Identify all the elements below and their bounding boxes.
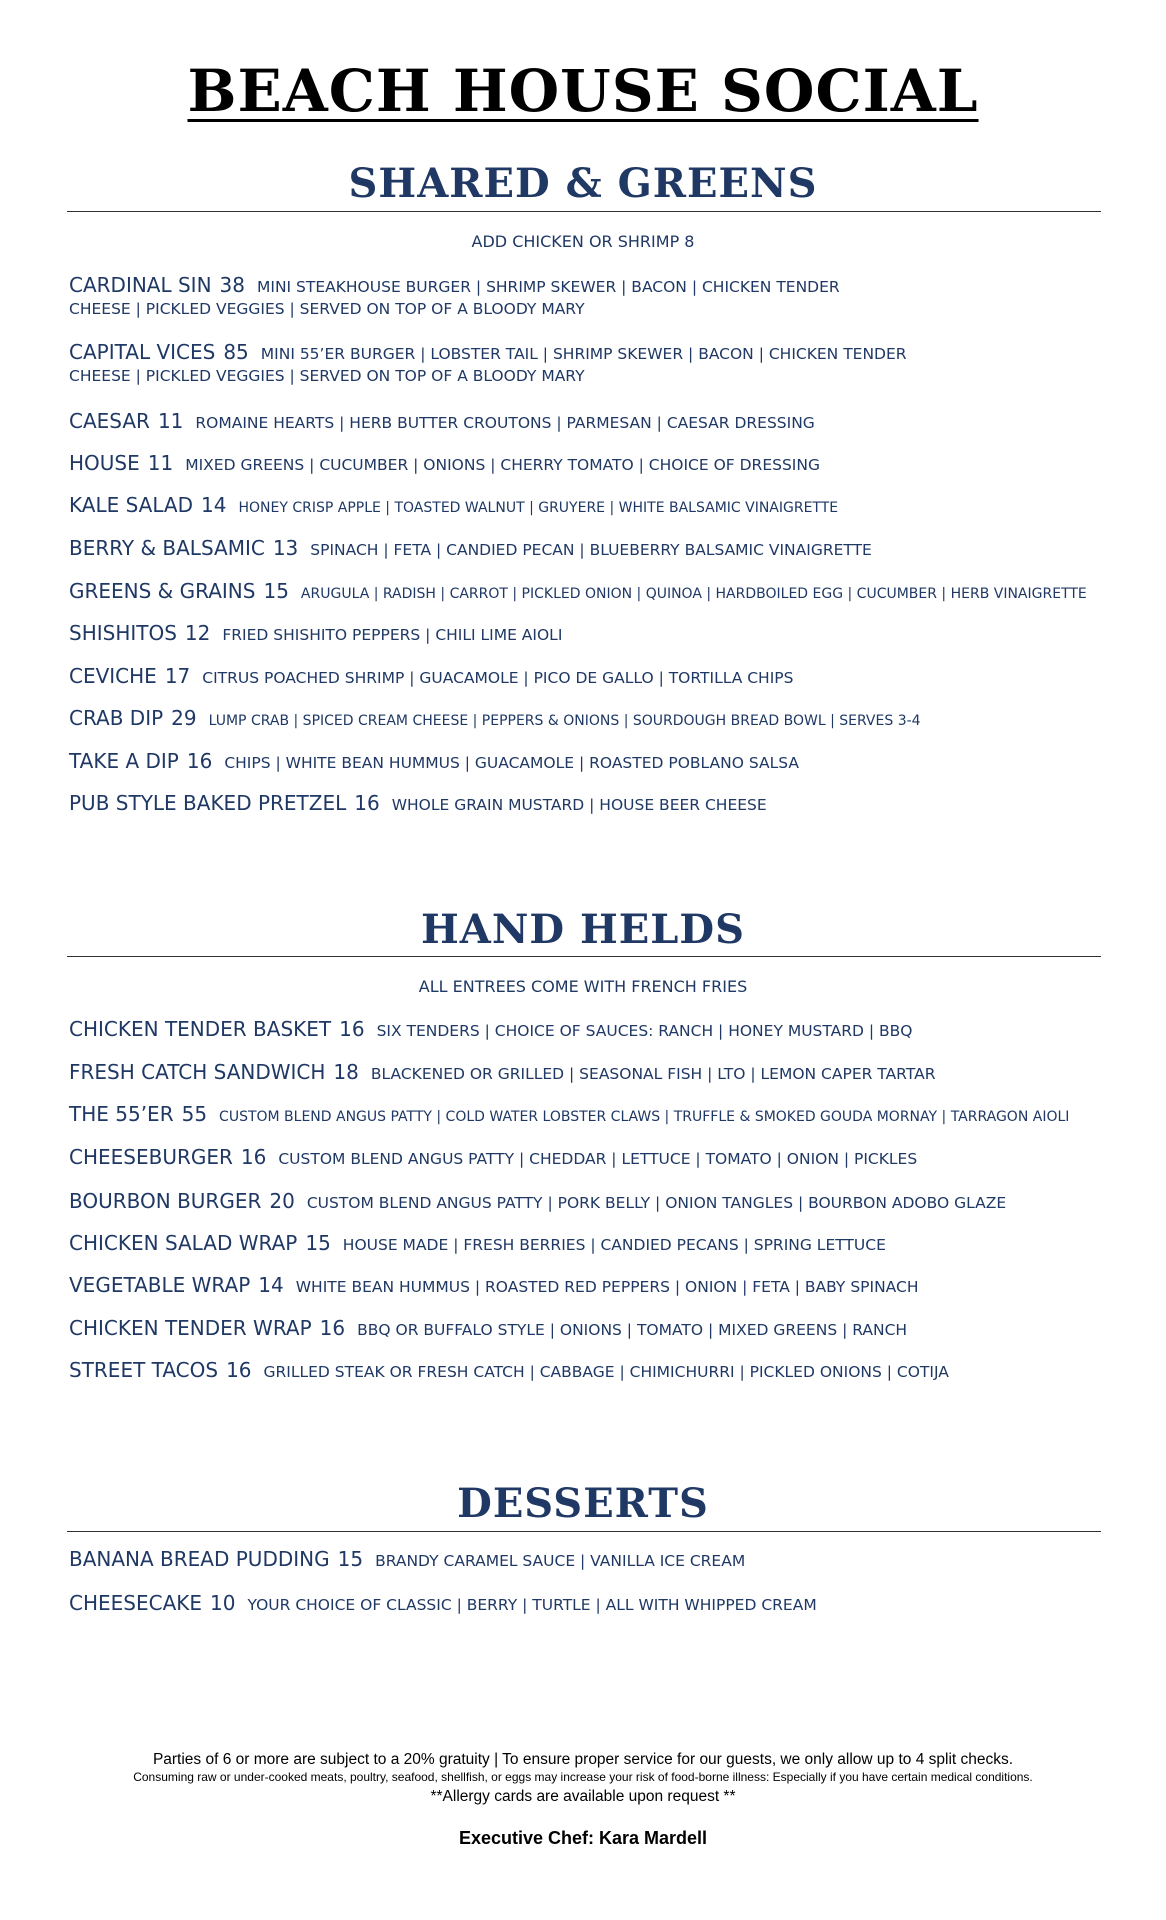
item-description: HONEY CRISP APPLE | TOASTED WALNUT | GRUYERE | WHITE BALSAMIC VINAIGRETTE bbox=[238, 500, 839, 516]
item-name: STREET TACOS bbox=[69, 1358, 219, 1382]
menu-item bbox=[69, 451, 1109, 475]
item-description: MINI STEAKHOUSE BURGER | SHRIMP SKEWER | BACON | CHICKEN TENDER bbox=[257, 278, 840, 296]
divider bbox=[67, 211, 1101, 212]
menu-item bbox=[69, 1316, 1109, 1340]
item-price: 55 bbox=[181, 1102, 208, 1126]
menu-item bbox=[69, 536, 1109, 560]
restaurant-title: BEACH HOUSE SOCIAL bbox=[187, 57, 979, 125]
item-name: CHEESECAKE bbox=[69, 1591, 203, 1615]
allergy-notice: **Allergy cards are available upon request ** bbox=[430, 1788, 736, 1805]
item-description: YOUR CHOICE OF CLASSIC | BERRY | TURTLE | ALL WITH WHIPPED CREAM bbox=[247, 1596, 817, 1614]
section-note: ADD CHICKEN OR SHRIMP 8 bbox=[471, 232, 695, 251]
item-name: BERRY & BALSAMIC bbox=[69, 536, 265, 560]
item-price: 16 bbox=[186, 749, 213, 773]
item-price: 17 bbox=[164, 664, 191, 688]
item-price: 20 bbox=[269, 1189, 295, 1213]
item-description: BLACKENED OR GRILLED | SEASONAL FISH | LTO | LEMON CAPER TARTAR bbox=[370, 1065, 936, 1083]
item-name: CEVICHE bbox=[69, 664, 157, 688]
menu-item bbox=[69, 706, 1109, 730]
item-description: FRIED SHISHITO PEPPERS | CHILI LIME AIOLI bbox=[222, 626, 563, 644]
item-name: BANANA BREAD PUDDING bbox=[69, 1547, 330, 1571]
item-description-cont: CHEESE | PICKLED VEGGIES | SERVED ON TOP OF A BLOODY MARY bbox=[69, 367, 585, 385]
section-title-handhelds: HAND HELDS bbox=[421, 906, 745, 953]
menu-item bbox=[69, 340, 1109, 385]
menu-item bbox=[69, 1231, 1109, 1255]
item-description-cont: CHEESE | PICKLED VEGGIES | SERVED ON TOP OF A BLOODY MARY bbox=[69, 300, 585, 318]
item-description: MIXED GREENS | CUCUMBER | ONIONS | CHERRY TOMATO | CHOICE OF DRESSING bbox=[185, 456, 820, 474]
item-name: CAESAR bbox=[69, 409, 150, 433]
menu-item bbox=[69, 273, 1109, 318]
item-price: 13 bbox=[272, 536, 299, 560]
gratuity-notice: Parties of 6 or more are subject to a 20% gratuity | To ensure proper service for our guests, we only allow up to 4 split checks. bbox=[152, 1751, 1014, 1768]
item-price: 11 bbox=[157, 409, 184, 433]
item-price: 12 bbox=[184, 621, 211, 645]
item-description: BBQ OR BUFFALO STYLE | ONIONS | TOMATO | MIXED GREENS | RANCH bbox=[357, 1321, 908, 1339]
menu-item bbox=[69, 621, 1109, 645]
item-name: CHICKEN TENDER BASKET bbox=[69, 1017, 332, 1041]
item-description: SIX TENDERS | CHOICE OF SAUCES: RANCH | HONEY MUSTARD | BBQ bbox=[376, 1022, 913, 1040]
item-price: 14 bbox=[258, 1273, 284, 1297]
item-name: BOURBON BURGER bbox=[69, 1189, 262, 1213]
item-price: 16 bbox=[226, 1358, 252, 1382]
menu-item bbox=[69, 579, 1109, 603]
item-name: KALE SALAD bbox=[69, 493, 194, 517]
item-name: GREENS & GRAINS bbox=[69, 579, 256, 603]
item-price: 14 bbox=[201, 493, 227, 517]
menu-item bbox=[69, 409, 1109, 433]
menu-item bbox=[69, 493, 1109, 517]
item-price: 16 bbox=[240, 1145, 267, 1169]
item-price: 10 bbox=[210, 1591, 236, 1615]
item-name: CHICKEN SALAD WRAP bbox=[69, 1231, 298, 1255]
item-name: CRAB DIP bbox=[69, 706, 164, 730]
menu-item bbox=[69, 1547, 1109, 1571]
item-name: VEGETABLE WRAP bbox=[69, 1273, 251, 1297]
item-name: THE 55’ER bbox=[69, 1102, 174, 1126]
item-name: CARDINAL SIN bbox=[69, 273, 212, 297]
item-price: 38 bbox=[219, 273, 245, 297]
item-price: 15 bbox=[337, 1547, 364, 1571]
item-price: 15 bbox=[263, 579, 289, 603]
item-description: CHIPS | WHITE BEAN HUMMUS | GUACAMOLE | ROASTED POBLANO SALSA bbox=[224, 754, 799, 772]
item-price: 16 bbox=[319, 1316, 346, 1340]
menu-item bbox=[69, 1060, 1109, 1084]
item-name: FRESH CATCH SANDWICH bbox=[69, 1060, 326, 1084]
item-name: PUB STYLE BAKED PRETZEL bbox=[69, 791, 347, 815]
item-name: HOUSE bbox=[69, 451, 140, 475]
section-note: ALL ENTREES COME WITH FRENCH FRIES bbox=[418, 977, 748, 996]
item-price: 16 bbox=[339, 1017, 365, 1041]
item-name: CHEESEBURGER bbox=[69, 1145, 233, 1169]
item-description: CUSTOM BLEND ANGUS PATTY | CHEDDAR | LETTUCE | TOMATO | ONION | PICKLES bbox=[278, 1150, 918, 1168]
item-price: 15 bbox=[305, 1231, 331, 1255]
item-name: TAKE A DIP bbox=[69, 749, 179, 773]
item-price: 11 bbox=[147, 451, 174, 475]
item-name: SHISHITOS bbox=[69, 621, 177, 645]
item-description: SPINACH | FETA | CANDIED PECAN | BLUEBERRY BALSAMIC VINAIGRETTE bbox=[310, 541, 872, 559]
item-description: LUMP CRAB | SPICED CREAM CHEESE | PEPPERS & ONIONS | SOURDOUGH BREAD BOWL | SERVES 3-4 bbox=[208, 713, 921, 729]
item-description: CUSTOM BLEND ANGUS PATTY | PORK BELLY | ONION TANGLES | BOURBON ADOBO GLAZE bbox=[306, 1194, 1007, 1212]
item-description: GRILLED STEAK OR FRESH CATCH | CABBAGE | CHIMICHURRI | PICKLED ONIONS | COTIJA bbox=[263, 1363, 949, 1381]
item-description: ROMAINE HEARTS | HERB BUTTER CROUTONS | PARMESAN | CAESAR DRESSING bbox=[195, 414, 815, 432]
item-description: HOUSE MADE | FRESH BERRIES | CANDIED PECANS | SPRING LETTUCE bbox=[342, 1236, 886, 1254]
item-price: 18 bbox=[333, 1060, 359, 1084]
divider bbox=[67, 1531, 1101, 1532]
menu-item bbox=[69, 791, 1109, 815]
chef-credit: Executive Chef: Kara Mardell bbox=[458, 1828, 708, 1848]
item-price: 16 bbox=[354, 791, 380, 815]
menu-item bbox=[69, 1145, 1109, 1169]
item-name: CAPITAL VICES bbox=[69, 340, 216, 364]
item-price: 29 bbox=[171, 706, 197, 730]
item-description: WHOLE GRAIN MUSTARD | HOUSE BEER CHEESE bbox=[391, 796, 767, 814]
item-description: ARUGULA | RADISH | CARROT | PICKLED ONION | QUINOA | HARDBOILED EGG | CUCUMBER | HERB VINAIGRETTE bbox=[300, 586, 1087, 602]
menu-item bbox=[69, 749, 1109, 773]
item-description: CUSTOM BLEND ANGUS PATTY | COLD WATER LOBSTER CLAWS | TRUFFLE & SMOKED GOUDA MORNAY | TARRAGON AIOLI bbox=[219, 1109, 1070, 1125]
menu-item bbox=[69, 1017, 1109, 1041]
menu-item bbox=[69, 664, 1109, 688]
menu-item bbox=[69, 1273, 1109, 1297]
section-title-desserts: DESSERTS bbox=[457, 1480, 709, 1527]
health-advisory: Consuming raw or under-cooked meats, poultry, seafood, shellfish, or eggs may increase your risk of food-borne illness: Especially if you have certain medical conditions. bbox=[133, 1770, 1033, 1784]
item-description: MINI 55’ER BURGER | LOBSTER TAIL | SHRIMP SKEWER | BACON | CHICKEN TENDER bbox=[260, 345, 907, 363]
item-name: CHICKEN TENDER WRAP bbox=[69, 1316, 312, 1340]
menu-item bbox=[69, 1189, 1109, 1213]
menu-item bbox=[69, 1591, 1109, 1615]
menu-item bbox=[69, 1102, 1109, 1126]
item-description: BRANDY CARAMEL SAUCE | VANILLA ICE CREAM bbox=[375, 1552, 746, 1570]
menu-item bbox=[69, 1358, 1109, 1382]
item-description: WHITE BEAN HUMMUS | ROASTED RED PEPPERS | ONION | FETA | BABY SPINACH bbox=[295, 1278, 919, 1296]
section-title-shared: SHARED & GREENS bbox=[348, 160, 818, 207]
divider bbox=[67, 956, 1101, 957]
item-price: 85 bbox=[223, 340, 249, 364]
item-description: CITRUS POACHED SHRIMP | GUACAMOLE | PICO DE GALLO | TORTILLA CHIPS bbox=[202, 669, 794, 687]
